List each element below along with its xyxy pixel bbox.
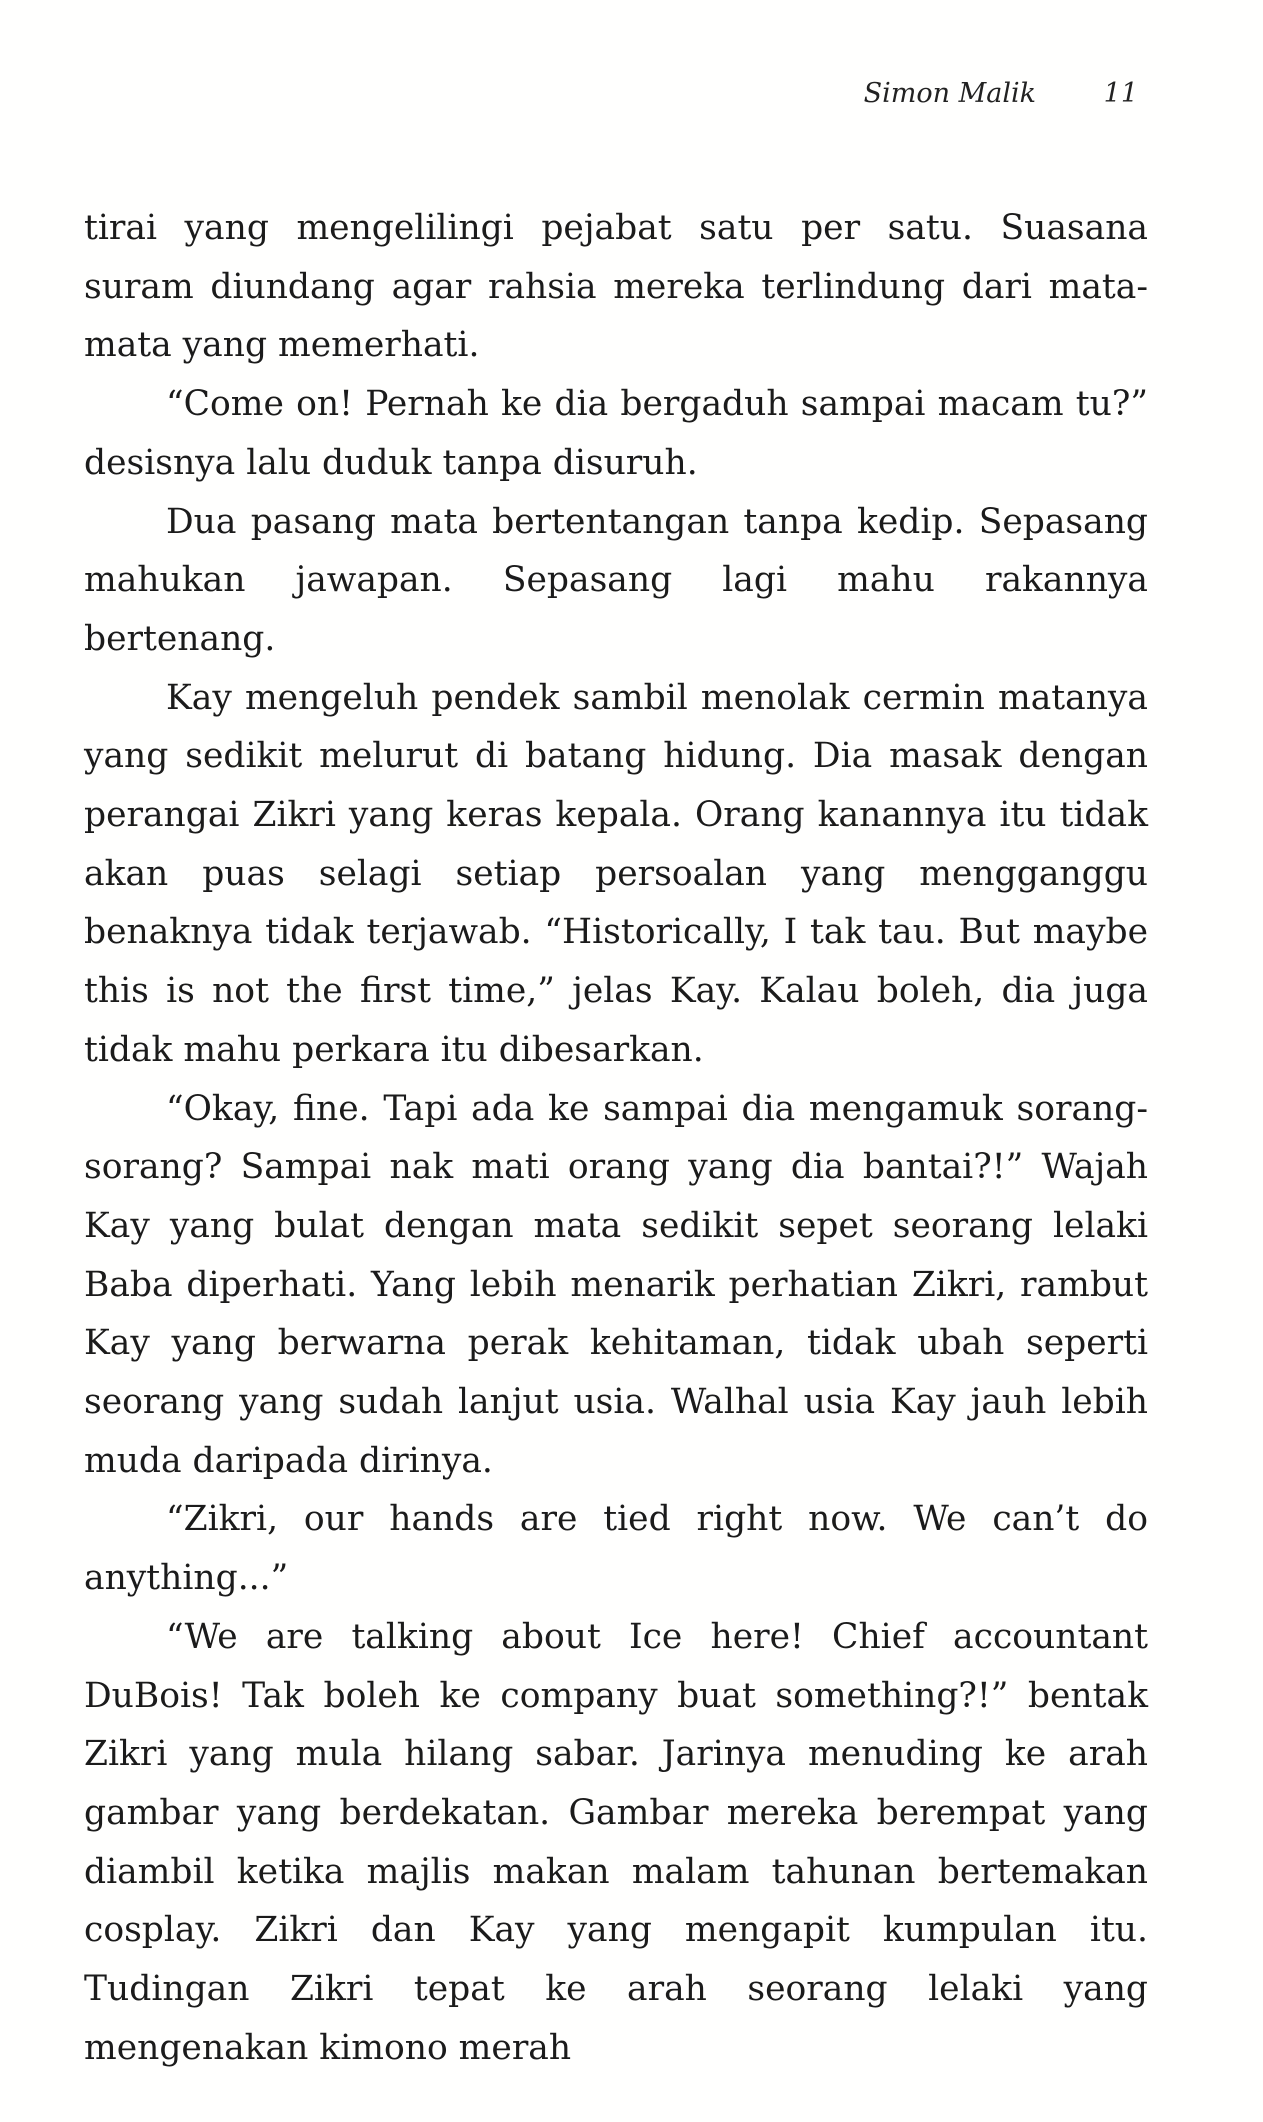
paragraph-continued: tirai yang mengelilingi pejabat satu per satu. Suasana suram diundang agar rahsia mereka terlindung dari mata-mata yang memerhati. (84, 208, 1148, 366)
running-header-author: Simon Malik (863, 78, 1036, 109)
paragraph: Dua pasang mata bertentangan tanpa kedip. Sepasang mahukan jawapan. Sepasang lagi mahu rakannya bertenang. (84, 501, 1148, 659)
paragraph: Kay mengeluh pendek sambil menolak cermin matanya yang sedikit melurut di batang hidung. Dia masak dengan perangai Zikri yang keras kepala. Orang kanannya itu tidak akan puas selagi setiap persoalan yang mengganggu benaknya tidak terjawab. “Historically, I tak tau. But maybe this is not the first time,” jelas Kay. Kalau boleh, dia juga tidak mahu perkara itu dibesarkan. (84, 677, 1148, 1070)
body-text (84, 199, 1148, 2078)
paragraph: “We are talking about Ice here! Chief accountant DuBois! Tak boleh ke company buat something?!” bentak Zikri yang mula hilang sabar. Jarinya menuding ke arah gambar yang berdekatan. Gambar mereka berempat yang diambil ketika majlis makan malam tahunan bertemakan cosplay. Zikri dan Kay yang mengapit kumpulan itu. Tudingan Zikri tepat ke arah seorang lelaki yang mengenakan kimono merah (84, 1616, 1148, 2068)
paragraph: “Okay, fine. Tapi ada ke sampai dia mengamuk sorang-sorang? Sampai nak mati orang yang dia bantai?!” Wajah Kay yang bulat dengan mata sedikit sepet seorang lelaki Baba diperhati. Yang lebih menarik perhatian Zikri, rambut Kay yang berwarna perak kehitaman, tidak ubah seperti seorang yang sudah lanjut usia. Walhal usia Kay jauh lebih muda daripada dirinya. (84, 1088, 1148, 1481)
paragraph: “Come on! Pernah ke dia bergaduh sampai macam tu?” desisnya lalu duduk tanpa disuruh. (84, 384, 1148, 483)
page-number: 11 (1103, 78, 1138, 109)
running-header (84, 78, 1148, 118)
paragraph: “Zikri, our hands are tied right now. We can’t do anything...” (84, 1499, 1148, 1599)
